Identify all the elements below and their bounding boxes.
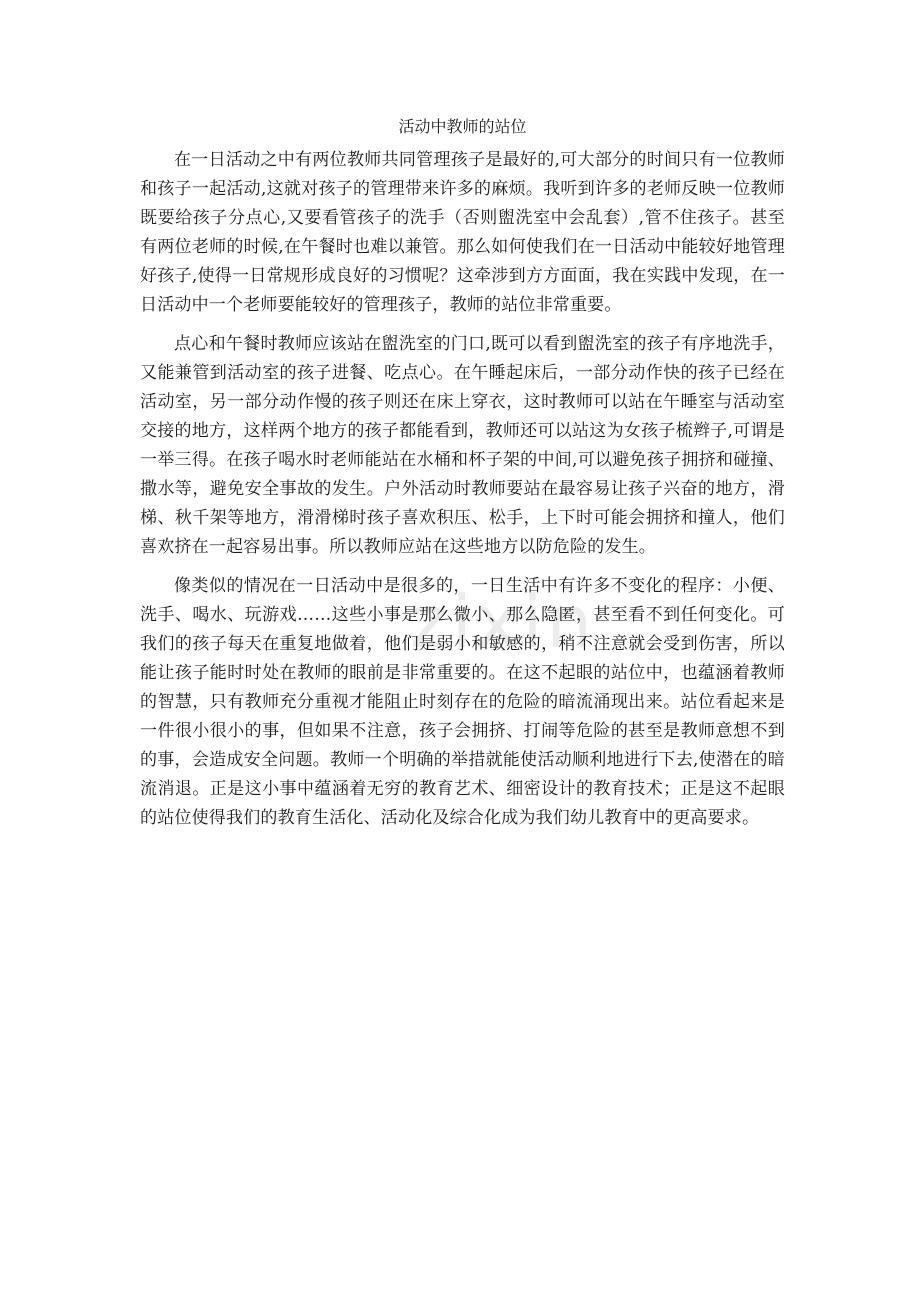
document-page: [140, 110, 785, 843]
document-title: 活动中教师的站位: [398, 117, 527, 136]
paragraph-1: 在一日活动之中有两位教师共同管理孩子是最好的,可大部分的时间只有一位教师和孩子一起活动,这就对孩子的管理带来许多的麻烦。我听到许多的老师反映一位教师既要给孩子分点心,又要看管孩子的洗手（否则盥洗室中会乱套）,管不住孩子。甚至有两位老师的时候,在午餐时也难以兼管。那么如何使我们在一日活动中能较好地管理好孩子,使得一日常规形成良好的习惯呢？这牵涉到方方面面，我在实践中发现，在一日活动中一个老师要能较好的管理孩子，教师的站位非常重要。: [140, 150, 785, 315]
paragraph-3: 像类似的情况在一日活动中是很多的，一日生活中有许多不变化的程序：小便、洗手、喝水、玩游戏……这些小事是那么微小、那么隐匿，甚至看不到任何变化。可我们的孩子每天在重复地做着，他们是弱小和敏感的，稍不注意就会受到伤害，所以能让孩子能时时处在教师的眼前是非常重要的。在这不起眼的站位中，也蕴涵着教师的智慧，只有教师充分重视才能阻止时刻存在的危险的暗流涌现出来。站位看起来是一件很小很小的事，但如果不注意，孩子会拥挤、打闹等危险的甚至是教师意想不到的事，会造成安全问题。教师一个明确的举措就能使活动顺利地进行下去,使潜在的暗流消退。正是这小事中蕴涵着无穷的教育艺术、细密设计的教育技术；正是这不起眼的站位使得我们的教育生活化、活动化及综合化成为我们幼儿教育中的更高要求。: [140, 576, 785, 828]
watermark: zixin: [410, 580, 597, 664]
paragraph-2: 点心和午餐时教师应该站在盥洗室的门口,既可以看到盥洗室的孩子有序地洗手，又能兼管到活动室的孩子进餐、吃点心。在午睡起床后，一部分动作快的孩子已经在活动室，另一部分动作慢的孩子则还在床上穿衣，这时教师可以站在午睡室与活动室交接的地方，这样两个地方的孩子都能看到，教师还可以站这为女孩子梳辫子,可谓是一举三得。在孩子喝水时老师能站在水桶和杯子架的中间,可以避免孩子拥挤和碰撞、撒水等，避免安全事故的发生。户外活动时教师要站在最容易让孩子兴奋的地方，滑梯、秋千架等地方，滑滑梯时孩子喜欢积压、松手，上下时可能会拥挤和撞人，他们喜欢挤在一起容易出事。所以教师应站在这些地方以防危险的发生。: [140, 334, 785, 557]
